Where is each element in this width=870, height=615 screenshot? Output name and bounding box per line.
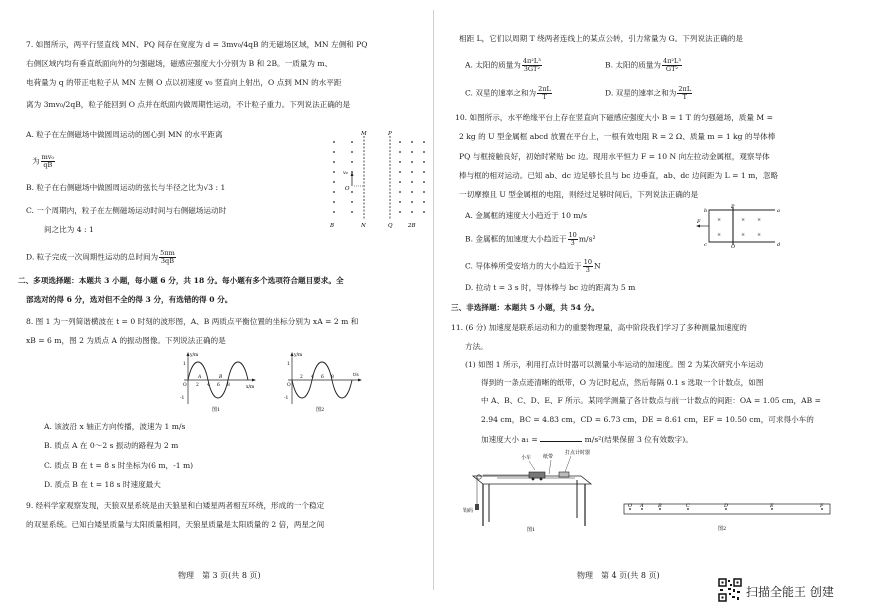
q8-f2-bottom: -1 (284, 396, 289, 401)
q7-option-b: B. 粒子在右侧磁场中做圆周运动的弦长与半径之比为√3 : 1 (26, 183, 226, 192)
page-divider (433, 10, 434, 590)
q8-option-c: C. 质点 B 在 t = 8 s 时坐标为(6 m，-1 m) (44, 461, 194, 470)
svg-text:×: × (717, 232, 722, 238)
q11-label-timer: 打点计时器 (565, 450, 591, 456)
svg-text:×: × (757, 217, 762, 223)
q11-tape-label: E (770, 503, 774, 509)
q8-wave-figure-1 (176, 350, 258, 412)
q7-line2: 右侧区域内均有垂直纸面向外的匀强磁场，磁感应强度大小分别为 B 和 2B。一质量为 m、 (26, 59, 333, 68)
q9-option-b: B. 太阳的质量为 $\frac{\text{4π²L³}}{\text{GT²}}$ (605, 57, 681, 73)
q11-label-tape: 纸带 (543, 454, 554, 460)
q10-option-c: C. 导体棒所受安培力的大小趋近于 $\frac{10}{3}$ N (465, 258, 601, 274)
q8-f1-point-b: B (219, 375, 223, 380)
watermark-text: 扫描全能王 创建 (746, 585, 834, 599)
q11-tape-label: A (640, 503, 644, 509)
q11-tape-label: B (658, 503, 662, 509)
q10-label-q: Q (731, 244, 736, 248)
q7-label-q: Q (388, 223, 393, 228)
q8-f1-caption: 图1 (212, 407, 221, 412)
q7-option-c: C. 一个周期内，粒子在左侧磁场运动时间与右侧磁场运动时 (26, 206, 227, 215)
q11-paper-tape-figure (622, 500, 842, 532)
qr-code-icon (718, 578, 742, 602)
q10-label-f: F (697, 219, 701, 225)
q9-option-c: C. 双星的速率之和为 $\frac{2\pi L}{T}$ (465, 85, 551, 101)
q11-tape-label: F (820, 503, 824, 509)
q11-answer-blank (540, 433, 582, 442)
q8-line2: xB = 6 m，图 2 为质点 A 的振动图像。下列说法正确的是 (26, 336, 226, 345)
q7-label-o: O (345, 186, 350, 192)
q11-line6: 2.94 cm，BC = 4.83 cm，CD = 6.73 cm，DE = 8.61 cm，EF = 10.50 cm，可求得小车的 (481, 415, 814, 424)
q11-line4: 得到的一条点迹清晰的纸带，O 为记时起点，然后每隔 0.1 s 选取一个计数点，如图 (481, 378, 764, 387)
q8-f2-ylabel: y/m (294, 353, 303, 358)
q10-u-frame-figure (695, 204, 781, 248)
q11-line2: 方法。 (465, 342, 488, 351)
q7-label-m: M (361, 131, 367, 137)
q8-f2-tick: 4 (311, 375, 314, 380)
q7-line4: 离为 3mv₀/2qB，粒子能回到 O 点并在纸面内做周期性运动，不计粒子重力。下列说法正确的是 (26, 100, 351, 109)
q10-line2: 2 kg 的 U 型金属框 abcd 放置在平台上，一根有效电阻 R = 2 Ω、质量 m = 1 kg 的导体棒 (459, 132, 776, 141)
q9-line1: 9. 经科学家观察发现，天狼双星系统是由天狼星和白矮星两者相互环绕，形成的一个稳定 (26, 501, 325, 510)
q11-fig1-caption: 图1 (527, 527, 536, 532)
q8-f1-tick: 6 (217, 383, 220, 388)
q8-wave-figure-2 (280, 350, 364, 412)
q8-option-a: A. 该波沿 x 轴正方向传播，波速为 1 m/s (44, 422, 186, 431)
q10-label-b: b (704, 208, 708, 214)
q8-f1-top: 1 (183, 362, 186, 367)
q10-label-d: d (777, 242, 781, 248)
q7-line3: 电荷量为 q 的带正电粒子从 MN 左侧 O 点以初速度 v₀ 竖直向上射出，O 点到 MN 的水平距 (26, 78, 342, 87)
q8-f2-caption: 图2 (316, 407, 325, 412)
q8-f2-tick: 6 (321, 375, 324, 380)
q10-line3: PQ 与框接触良好，初始时紧贴 bc 边。现用水平恒力 F = 10 N 向左拉动金属框，观察导体 (459, 152, 770, 161)
q11-line3: (1) 如图 1 所示，利用打点计时器可以测量小车运动的加速度。图 2 为某次研究小车运动 (465, 360, 764, 369)
q9-line2: 的双星系统。已知白矮星质量与太阳质量相同，天狼星质量是太阳质量的 2 倍，两星之间 (26, 520, 325, 529)
q8-f1-origin: O (183, 383, 187, 388)
footer-page-3: 物理 第 3 页(共 8 页) (178, 571, 261, 580)
q8-option-b: B. 质点 A 在 0～2 s 振动的路程为 2 m (44, 441, 179, 450)
q7-option-c-cont: 间之比为 4 : 1 (44, 225, 94, 234)
q7-label-p: P (388, 131, 392, 137)
q10-label-a: a (777, 208, 780, 214)
q8-f2-origin: O (287, 383, 291, 388)
q7-line1: 7. 如图所示，两平行竖直线 MN、PQ 间存在宽度为 d = 3mv₀/4qB 的无磁场区域，MN 左侧和 PQ (26, 40, 368, 49)
q11-label-car: 小车 (521, 455, 532, 461)
svg-text:×: × (717, 217, 722, 223)
footer-page-4: 物理 第 4 页(共 8 页) (577, 571, 660, 580)
q10-option-a: A. 金属框的速度大小趋近于 10 m/s (465, 211, 587, 220)
q8-line1: 8. 图 1 为一列简谐横波在 t = 0 时刻的波形图，A、B 两质点平衡位置的坐标分别为 xA = 2 m 和 (26, 317, 359, 326)
q7-label-b: B (330, 223, 335, 228)
q10-line4: 棒与框的相对运动。已知 ab、dc 边足够长且与 bc 边垂直，ab、dc 边间距为 L = 1 m，忽略 (459, 171, 779, 180)
q11-tape-label: O (628, 503, 633, 509)
q11-line1: 11. (6 分) 加速度是联系运动和力的重要物理量，高中阶段我们学习了多种测量加速度的 (451, 323, 747, 332)
q11-line7: 加速度大小 a₁ = m/s²(结果保留 3 位有效数字)。 (481, 435, 693, 444)
q8-f1-tick: 8 (227, 383, 230, 388)
q7-label-n: N (361, 223, 366, 228)
q11-cart-setup-figure (463, 446, 603, 532)
q9-line3: 相距 L，它们以周期 T 绕两者连线上的某点公转，引力常量为 G。下列说法正确的是 (459, 34, 744, 43)
q8-f1-tick: 4 (207, 383, 210, 388)
q10-option-d: D. 拉动 t = 3 s 时，导体棒与 bc 边的距离为 5 m (465, 283, 636, 292)
q8-f1-xlabel: x/m (246, 385, 255, 390)
q9-option-d: D. 双星的速率之和为 $\frac{2\pi L}{T}$ (605, 85, 692, 101)
q11-tape-label: D (724, 503, 729, 509)
q7-label-v0: v₀ (343, 170, 348, 176)
q7-option-a: A. 粒子在左侧磁场中做圆周运动的圆心到 MN 的水平距离 (26, 130, 223, 139)
q8-f2-tick: 8 (331, 375, 334, 380)
q7-label-2b: 2B (408, 223, 416, 228)
q8-f2-top: 1 (287, 362, 290, 367)
q8-f2-tick: 2 (300, 375, 303, 380)
q8-f1-tick: 2 (196, 383, 199, 388)
q8-f1-ylabel: y/m (190, 353, 199, 358)
svg-text:×: × (741, 217, 746, 223)
q10-label-p: P (731, 204, 735, 210)
q8-f1-bottom: -1 (180, 396, 185, 401)
svg-text:×: × (741, 232, 746, 238)
q10-label-c: c (704, 242, 707, 248)
q8-option-d: D. 质点 B 在 t = 18 s 时速度最大 (44, 480, 161, 489)
q11-label-weight: 钩码 (463, 508, 474, 514)
q8-f1-point-a: A (198, 375, 202, 380)
q11-line5: 中 A、B、C、D、E、F 所示。某同学测量了各计数点与前一计数点的间距：OA = 1.05 cm，AB = (481, 396, 821, 405)
q7-magnetic-field-figure (328, 128, 440, 228)
section-2-heading-cont: 部选对的得 6 分，选对但不全的得 3 分，有选错的得 0 分。 (26, 295, 233, 304)
q9-option-a: A. 太阳的质量为 $\frac{\text{4π²L³}}{\text{3GT²}}$ (465, 57, 541, 73)
q8-f2-xlabel: t/s (353, 373, 359, 378)
q11-fig2-caption: 图2 (718, 526, 727, 532)
q11-tape-label: C (686, 503, 690, 509)
section-2-heading: 二、多项选择题：本题共 3 小题，每小题 6 分，共 18 分。每小题有多个选项符合题目要求。全 (18, 276, 344, 285)
q10-option-b: B. 金属框的加速度大小趋近于 $\frac{10}{3}$ m/s² (465, 231, 596, 247)
q10-line1: 10. 如图所示，水平绝缘平台上存在竖直向下磁感应强度大小 B = 1 T 的匀强磁场，质量 M = (455, 113, 773, 122)
q10-line5: 一切摩擦且 U 型金属框的电阻，则经过足够时间后，下列说法正确的是 (459, 190, 699, 199)
q7-option-a-cont: 为 $\frac{\text{mv₀}}{qB}$ (32, 153, 55, 169)
section-3-heading: 三、非选择题：本题共 5 小题，共 54 分。 (451, 303, 599, 312)
q7-option-d: D. 粒子完成一次周期性运动的总时间为 $\frac{5\pi m}{3qB}$ (26, 249, 175, 265)
svg-text:×: × (757, 232, 762, 238)
